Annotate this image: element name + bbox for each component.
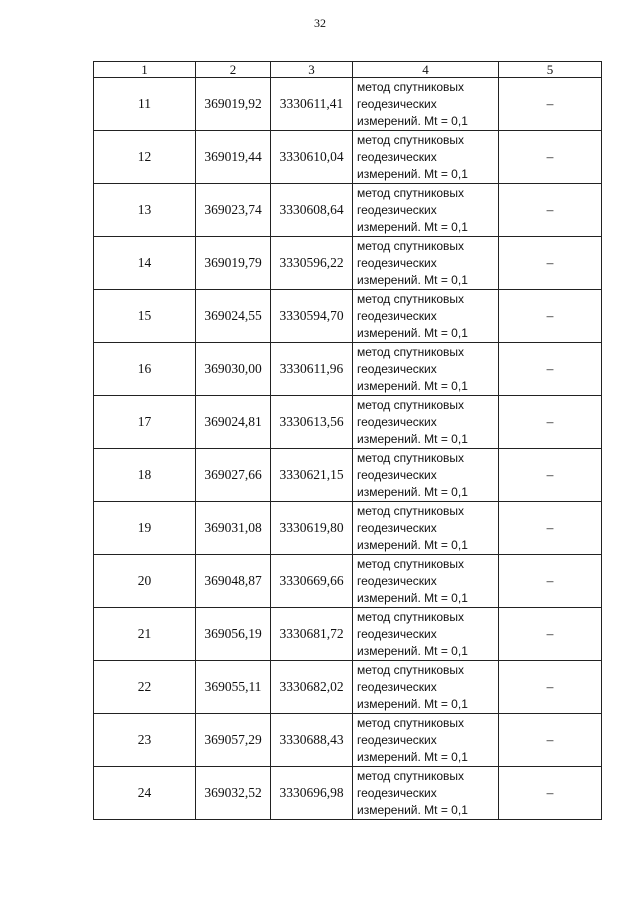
y-coordinate-cell: 3330681,72 bbox=[271, 608, 353, 661]
col5-cell: – bbox=[499, 237, 602, 290]
method-cell bbox=[353, 131, 499, 184]
method-line: измерений. Mt = 0,1 bbox=[357, 272, 468, 287]
y-coordinate-cell: 3330688,43 bbox=[271, 714, 353, 767]
method-cell bbox=[353, 78, 499, 131]
x-coordinate-cell: 369057,29 bbox=[196, 714, 271, 767]
method-line: метод спутниковых bbox=[357, 609, 465, 624]
x-coordinate-cell: 369027,66 bbox=[196, 449, 271, 502]
header-col-1: 1 bbox=[94, 62, 196, 78]
method-line: измерений. Mt = 0,1 bbox=[357, 219, 468, 234]
x-coordinate-cell: 369030,00 bbox=[196, 343, 271, 396]
y-coordinate-cell: 3330682,02 bbox=[271, 661, 353, 714]
method-line: метод спутниковых bbox=[357, 556, 465, 571]
point-number-cell: 17 bbox=[94, 396, 196, 449]
y-coordinate-cell: 3330669,66 bbox=[271, 555, 353, 608]
method-line: геодезических bbox=[357, 732, 437, 747]
method-line: метод спутниковых bbox=[357, 450, 465, 465]
point-number-cell: 11 bbox=[94, 78, 196, 131]
method-line: геодезических bbox=[357, 255, 437, 270]
y-coordinate-cell: 3330621,15 bbox=[271, 449, 353, 502]
method-line: измерений. Mt = 0,1 bbox=[357, 484, 468, 499]
method-line: метод спутниковых bbox=[357, 715, 465, 730]
table-row bbox=[94, 396, 602, 449]
table-row bbox=[94, 290, 602, 343]
col5-cell: – bbox=[499, 661, 602, 714]
table-row bbox=[94, 237, 602, 290]
method-line: измерений. Mt = 0,1 bbox=[357, 537, 468, 552]
method-cell bbox=[353, 608, 499, 661]
y-coordinate-cell: 3330610,04 bbox=[271, 131, 353, 184]
y-coordinate-cell: 3330611,41 bbox=[271, 78, 353, 131]
y-coordinate-cell: 3330613,56 bbox=[271, 396, 353, 449]
method-line: измерений. Mt = 0,1 bbox=[357, 166, 468, 181]
method-cell bbox=[353, 237, 499, 290]
method-cell bbox=[353, 661, 499, 714]
method-line: метод спутниковых bbox=[357, 238, 465, 253]
x-coordinate-cell: 369023,74 bbox=[196, 184, 271, 237]
col5-cell: – bbox=[499, 502, 602, 555]
x-coordinate-cell: 369019,79 bbox=[196, 237, 271, 290]
point-number-cell: 14 bbox=[94, 237, 196, 290]
method-cell bbox=[353, 502, 499, 555]
method-line: метод спутниковых bbox=[357, 397, 465, 412]
table-row bbox=[94, 343, 602, 396]
method-line: метод спутниковых bbox=[357, 768, 465, 783]
point-number-cell: 20 bbox=[94, 555, 196, 608]
col5-cell: – bbox=[499, 608, 602, 661]
method-line: измерений. Mt = 0,1 bbox=[357, 590, 468, 605]
point-number-cell: 21 bbox=[94, 608, 196, 661]
method-line: геодезических bbox=[357, 202, 437, 217]
table-row bbox=[94, 78, 602, 131]
method-cell bbox=[353, 290, 499, 343]
table-row bbox=[94, 714, 602, 767]
table-row bbox=[94, 608, 602, 661]
method-line: геодезических bbox=[357, 679, 437, 694]
y-coordinate-cell: 3330594,70 bbox=[271, 290, 353, 343]
method-line: измерений. Mt = 0,1 bbox=[357, 378, 468, 393]
header-col-4: 4 bbox=[353, 62, 499, 78]
method-line: геодезических bbox=[357, 308, 437, 323]
method-line: геодезических bbox=[357, 414, 437, 429]
point-number-cell: 16 bbox=[94, 343, 196, 396]
y-coordinate-cell: 3330696,98 bbox=[271, 767, 353, 820]
method-line: метод спутниковых bbox=[357, 344, 465, 359]
col5-cell: – bbox=[499, 555, 602, 608]
col5-cell: – bbox=[499, 396, 602, 449]
method-line: метод спутниковых bbox=[357, 132, 465, 147]
method-cell bbox=[353, 449, 499, 502]
table-row bbox=[94, 449, 602, 502]
col5-cell: – bbox=[499, 449, 602, 502]
page-number: 32 bbox=[314, 16, 326, 30]
col5-cell: – bbox=[499, 184, 602, 237]
method-line: геодезических bbox=[357, 467, 437, 482]
point-number-cell: 13 bbox=[94, 184, 196, 237]
y-coordinate-cell: 3330596,22 bbox=[271, 237, 353, 290]
method-line: измерений. Mt = 0,1 bbox=[357, 802, 468, 817]
header-row bbox=[94, 62, 602, 78]
method-line: геодезических bbox=[357, 149, 437, 164]
x-coordinate-cell: 369019,44 bbox=[196, 131, 271, 184]
header-col-3: 3 bbox=[271, 62, 353, 78]
x-coordinate-cell: 369031,08 bbox=[196, 502, 271, 555]
method-cell bbox=[353, 714, 499, 767]
method-line: измерений. Mt = 0,1 bbox=[357, 643, 468, 658]
col5-cell: – bbox=[499, 714, 602, 767]
table-header bbox=[94, 62, 602, 78]
method-cell bbox=[353, 396, 499, 449]
x-coordinate-cell: 369024,81 bbox=[196, 396, 271, 449]
method-line: измерений. Mt = 0,1 bbox=[357, 696, 468, 711]
method-line: метод спутниковых bbox=[357, 79, 465, 94]
table-row bbox=[94, 184, 602, 237]
table-row bbox=[94, 502, 602, 555]
col5-cell: – bbox=[499, 290, 602, 343]
method-line: метод спутниковых bbox=[357, 662, 465, 677]
method-cell bbox=[353, 767, 499, 820]
method-line: геодезических bbox=[357, 361, 437, 376]
table-row bbox=[94, 131, 602, 184]
method-cell bbox=[353, 555, 499, 608]
method-line: измерений. Mt = 0,1 bbox=[357, 325, 468, 340]
method-line: геодезических bbox=[357, 626, 437, 641]
point-number-cell: 12 bbox=[94, 131, 196, 184]
method-cell bbox=[353, 184, 499, 237]
x-coordinate-cell: 369056,19 bbox=[196, 608, 271, 661]
table-row bbox=[94, 661, 602, 714]
method-cell bbox=[353, 343, 499, 396]
method-line: измерений. Mt = 0,1 bbox=[357, 431, 468, 446]
y-coordinate-cell: 3330608,64 bbox=[271, 184, 353, 237]
col5-cell: – bbox=[499, 131, 602, 184]
table-body bbox=[94, 78, 602, 820]
x-coordinate-cell: 369024,55 bbox=[196, 290, 271, 343]
col5-cell: – bbox=[499, 767, 602, 820]
x-coordinate-cell: 369032,52 bbox=[196, 767, 271, 820]
point-number-cell: 19 bbox=[94, 502, 196, 555]
point-number-cell: 23 bbox=[94, 714, 196, 767]
method-line: геодезических bbox=[357, 520, 437, 535]
table-row bbox=[94, 767, 602, 820]
table-row bbox=[94, 555, 602, 608]
coordinates-table bbox=[93, 61, 602, 820]
header-col-2: 2 bbox=[196, 62, 271, 78]
x-coordinate-cell: 369019,92 bbox=[196, 78, 271, 131]
x-coordinate-cell: 369055,11 bbox=[196, 661, 271, 714]
y-coordinate-cell: 3330619,80 bbox=[271, 502, 353, 555]
col5-cell: – bbox=[499, 343, 602, 396]
y-coordinate-cell: 3330611,96 bbox=[271, 343, 353, 396]
header-col-5: 5 bbox=[499, 62, 602, 78]
method-line: геодезических bbox=[357, 573, 437, 588]
method-line: метод спутниковых bbox=[357, 291, 465, 306]
point-number-cell: 24 bbox=[94, 767, 196, 820]
method-line: геодезических bbox=[357, 785, 437, 800]
col5-cell: – bbox=[499, 78, 602, 131]
method-line: измерений. Mt = 0,1 bbox=[357, 749, 468, 764]
method-line: метод спутниковых bbox=[357, 503, 465, 518]
point-number-cell: 15 bbox=[94, 290, 196, 343]
x-coordinate-cell: 369048,87 bbox=[196, 555, 271, 608]
point-number-cell: 18 bbox=[94, 449, 196, 502]
method-line: геодезических bbox=[357, 96, 437, 111]
point-number-cell: 22 bbox=[94, 661, 196, 714]
method-line: измерений. Mt = 0,1 bbox=[357, 113, 468, 128]
method-line: метод спутниковых bbox=[357, 185, 465, 200]
